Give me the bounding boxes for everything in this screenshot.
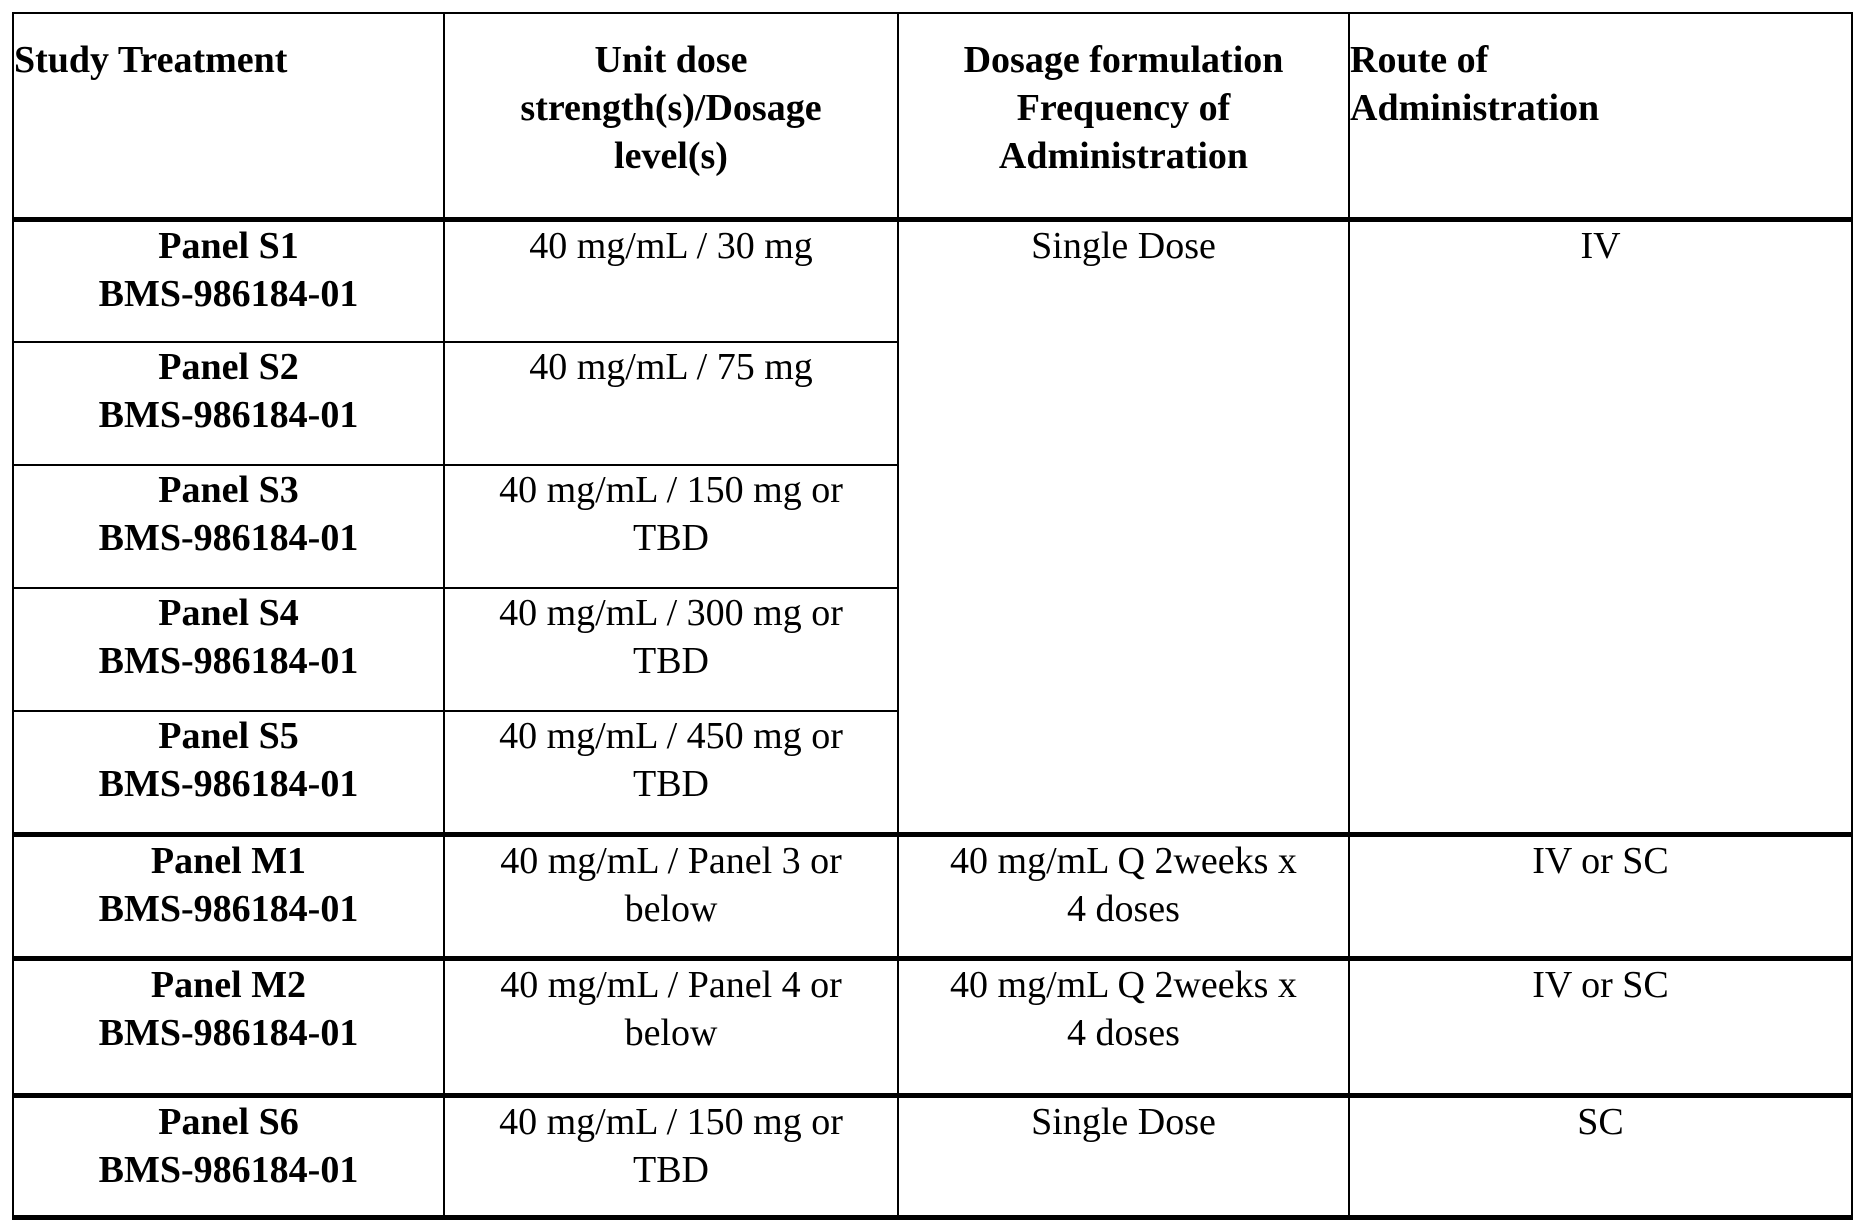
dose-cell: 40 mg/mL / 30 mg (444, 219, 898, 342)
table-row (13, 958, 1852, 1095)
route-cell: IV or SC (1349, 834, 1852, 958)
study-treatment-table (12, 12, 1853, 1220)
panel-cell: Panel S5 BMS-986184-01 (13, 711, 444, 834)
header-dosage-formulation: Dosage formulation Frequency of Administration (898, 13, 1349, 219)
dose-cell: 40 mg/mL / 150 mg or TBD (444, 1095, 898, 1217)
table-row (13, 834, 1852, 958)
panel-cell: Panel S6 BMS-986184-01 (13, 1095, 444, 1217)
frequency-cell-merged: Single Dose (898, 219, 1349, 834)
route-cell: IV or SC (1349, 958, 1852, 1095)
route-cell-merged: IV (1349, 219, 1852, 834)
table-header-row (13, 13, 1852, 219)
route-cell: SC (1349, 1095, 1852, 1217)
frequency-cell: 40 mg/mL Q 2weeks x 4 doses (898, 958, 1349, 1095)
panel-cell: Panel S1 BMS-986184-01 (13, 219, 444, 342)
dose-cell: 40 mg/mL / 150 mg or TBD (444, 465, 898, 588)
dose-cell: 40 mg/mL / Panel 4 or below (444, 958, 898, 1095)
header-study-treatment: Study Treatment (13, 13, 444, 219)
panel-cell: Panel M1 BMS-986184-01 (13, 834, 444, 958)
panel-cell: Panel M2 BMS-986184-01 (13, 958, 444, 1095)
table-row (13, 1095, 1852, 1217)
panel-cell: Panel S2 BMS-986184-01 (13, 342, 444, 465)
dose-cell: 40 mg/mL / 300 mg or TBD (444, 588, 898, 711)
dose-cell: 40 mg/mL / Panel 3 or below (444, 834, 898, 958)
frequency-cell: 40 mg/mL Q 2weeks x 4 doses (898, 834, 1349, 958)
dose-cell: 40 mg/mL / 75 mg (444, 342, 898, 465)
header-unit-dose: Unit dose strength(s)/Dosage level(s) (444, 13, 898, 219)
panel-cell: Panel S4 BMS-986184-01 (13, 588, 444, 711)
table-row (13, 219, 1852, 342)
header-route: Route of Administration (1349, 13, 1852, 219)
panel-cell: Panel S3 BMS-986184-01 (13, 465, 444, 588)
dose-cell: 40 mg/mL / 450 mg or TBD (444, 711, 898, 834)
frequency-cell: Single Dose (898, 1095, 1349, 1217)
